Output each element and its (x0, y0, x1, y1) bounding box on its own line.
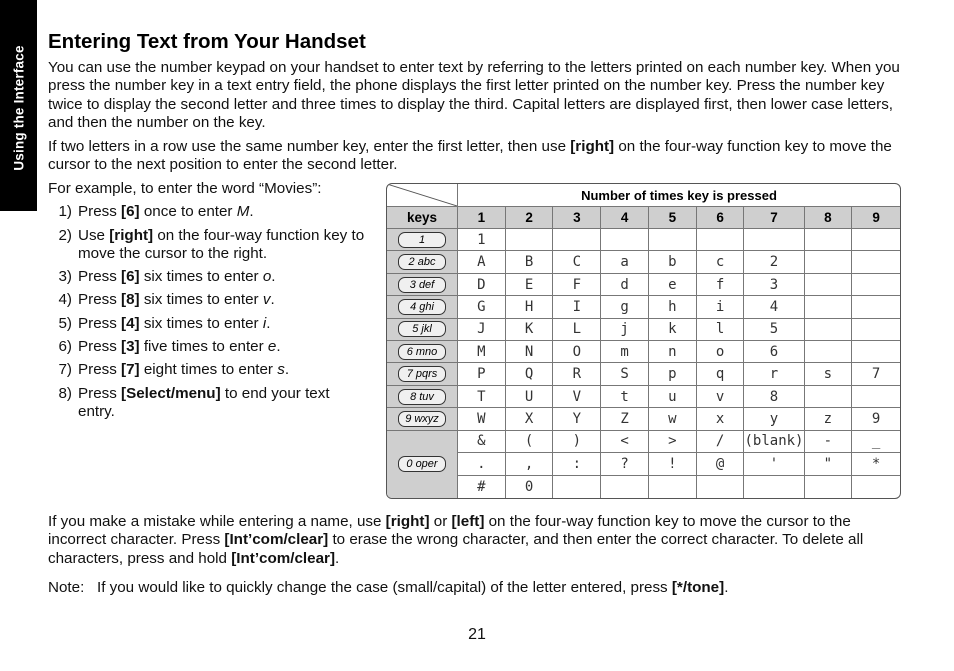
page-title: Entering Text from Your Handset (48, 30, 366, 53)
text-run: once to enter (139, 203, 237, 221)
step-number: 1) (58, 203, 72, 221)
note-label: Note: (48, 579, 85, 596)
text-run: If two letters in a row use the same number key, enter the first letter, then use (48, 138, 571, 155)
char-cell: _ (852, 431, 900, 453)
char-cell: K (506, 319, 554, 341)
char-cell: 7 (852, 363, 900, 385)
char-cell: H (506, 296, 554, 318)
example-lead: For example, to enter the word “Movies”: (48, 180, 322, 197)
char-cell: U (506, 386, 554, 408)
step-number: 4) (58, 291, 72, 309)
step-number: 7) (58, 361, 72, 379)
char-cell: a (601, 251, 649, 273)
key-name: [*/tone] (671, 579, 725, 596)
char-cell: G (458, 296, 506, 318)
keypad-key-icon: 0 oper (398, 456, 446, 472)
char-cell (852, 274, 900, 296)
key-name: [right] (385, 513, 430, 530)
char-cell: ' (744, 453, 804, 475)
char-cell: @ (697, 453, 745, 475)
char-cell: s (805, 363, 853, 385)
key-cell (387, 251, 458, 273)
char-cell: ? (601, 453, 649, 475)
text-run: eight times to enter (139, 361, 278, 379)
char-cell: v (697, 386, 745, 408)
text-run: Press (78, 268, 122, 286)
keypad-key-icon: 7 pqrs (398, 366, 446, 382)
keypad-character-table (386, 183, 901, 499)
keypad-key-icon: 2 abc (398, 254, 446, 270)
key-cell (387, 431, 458, 498)
char-cell: 4 (744, 296, 804, 318)
example-steps (48, 203, 368, 421)
char-cell: X (506, 408, 554, 430)
char-cell (852, 319, 900, 341)
step-text (78, 361, 368, 379)
char-cell: h (649, 296, 697, 318)
step-item (48, 385, 368, 422)
char-cell (805, 319, 853, 341)
key-name: [Int’com/clear] (231, 549, 336, 567)
char-cell: l (697, 319, 745, 341)
char-cell (553, 229, 601, 251)
step-item (48, 203, 368, 221)
char-cell: Q (506, 363, 554, 385)
step-text (78, 227, 368, 264)
char-cell: f (697, 274, 745, 296)
char-cell: 8 (744, 386, 804, 408)
char-cell: P (458, 363, 506, 385)
text-run: on the four-way function key to move the cursor to the right. (78, 226, 365, 262)
table-grid (387, 184, 900, 498)
example-section (48, 180, 368, 426)
step-item (48, 227, 368, 264)
char-cell: B (506, 251, 554, 273)
cursor-paragraph (48, 138, 910, 175)
keypad-key-icon: 6 mno (398, 344, 446, 360)
char-cell: e (649, 274, 697, 296)
char-cell: / (697, 431, 745, 453)
target-letter: i (262, 314, 267, 332)
char-cell: I (553, 296, 601, 318)
step-number: 5) (58, 314, 72, 332)
char-cell: < (601, 431, 649, 453)
char-cell: ( (506, 431, 554, 453)
step-item (48, 315, 368, 333)
char-cell: (blank) (744, 431, 804, 453)
text-run: on the four-way function key to move the cursor to the incorrect character. Press (48, 513, 851, 549)
char-cell: A (458, 251, 506, 273)
char-cell: i (697, 296, 745, 318)
press-count-header: 6 (697, 207, 745, 229)
char-cell: L (553, 319, 601, 341)
step-text (78, 315, 368, 333)
key-cell (387, 408, 458, 430)
char-cell: W (458, 408, 506, 430)
key-name: [Int’com/clear] (224, 531, 329, 549)
char-cell: m (601, 341, 649, 363)
char-cell (649, 476, 697, 498)
char-cell: 2 (744, 251, 804, 273)
press-count-header: 9 (852, 207, 900, 229)
step-item (48, 361, 368, 379)
text-run: . (271, 268, 276, 286)
keys-header: keys (387, 207, 458, 229)
key-cell (387, 386, 458, 408)
step-number: 6) (58, 338, 72, 356)
key-cell (387, 341, 458, 363)
char-cell: y (744, 408, 804, 430)
char-cell: : (553, 453, 601, 475)
char-cell (805, 386, 853, 408)
text-run: Press (78, 291, 122, 309)
char-cell: " (805, 453, 853, 475)
char-cell: 5 (744, 319, 804, 341)
key-name: [4] (121, 314, 140, 332)
table-title: Number of times key is pressed (458, 184, 900, 207)
step-text (78, 385, 368, 422)
target-letter: v (262, 291, 271, 309)
text-run: five times to enter (139, 338, 268, 356)
char-cell (649, 229, 697, 251)
text-run: Press (78, 203, 122, 221)
char-cell: E (506, 274, 554, 296)
text-run: to end your text entry. (78, 384, 330, 420)
char-cell: N (506, 341, 554, 363)
text-run: Press (78, 314, 122, 332)
target-letter: M (236, 203, 250, 221)
char-cell (601, 476, 649, 498)
char-cell: ) (553, 431, 601, 453)
char-cell (852, 341, 900, 363)
char-cell (852, 476, 900, 498)
target-letter: e (267, 338, 277, 356)
text-run: six times to enter (139, 268, 263, 286)
char-cell: D (458, 274, 506, 296)
mistake-paragraph (48, 513, 910, 568)
press-count-header: 3 (553, 207, 601, 229)
char-cell: J (458, 319, 506, 341)
char-cell: r (744, 363, 804, 385)
press-count-header: 8 (805, 207, 853, 229)
text-run: six times to enter (139, 291, 263, 309)
note-paragraph (48, 579, 910, 597)
char-cell (852, 229, 900, 251)
char-cell (506, 229, 554, 251)
text-run: . (335, 549, 340, 567)
char-cell: R (553, 363, 601, 385)
press-count-header: 7 (744, 207, 804, 229)
char-cell: c (697, 251, 745, 273)
char-cell (805, 274, 853, 296)
key-name: [Select/menu] (121, 384, 221, 402)
char-cell (805, 476, 853, 498)
char-cell: O (553, 341, 601, 363)
step-number: 2) (58, 226, 72, 244)
char-cell (852, 386, 900, 408)
char-cell: z (805, 408, 853, 430)
text-run: or (429, 513, 452, 530)
key-name: [8] (121, 291, 140, 309)
text-run: Press (78, 338, 122, 356)
char-cell: o (697, 341, 745, 363)
char-cell (601, 229, 649, 251)
section-tab (0, 0, 37, 211)
text-run: six times to enter (139, 314, 263, 332)
intro-paragraph: You can use the number keypad on your handset to enter text by referring to the letters printed on each number key. When you press the number key in a text entry field, the phone displays the first letter printed on the number key. Press the number key twice to display the second letter and three times to display the third. Capital letters are displayed first, then lower case letters, and then the number on the key. (48, 59, 900, 131)
char-cell: n (649, 341, 697, 363)
key-name: [7] (121, 361, 140, 379)
char-cell: . (458, 453, 506, 475)
char-cell: C (553, 251, 601, 273)
key-name: [6] (121, 203, 140, 221)
text-run: . (270, 291, 275, 309)
key-cell (387, 296, 458, 318)
char-cell: > (649, 431, 697, 453)
char-cell: x (697, 408, 745, 430)
char-cell (553, 476, 601, 498)
step-text (78, 291, 368, 309)
char-cell (697, 476, 745, 498)
key-name: [3] (121, 338, 140, 356)
char-cell (697, 229, 745, 251)
char-cell: ! (649, 453, 697, 475)
char-cell: V (553, 386, 601, 408)
diagonal-line (387, 184, 457, 206)
char-cell: # (458, 476, 506, 498)
text-run: Press (78, 384, 122, 402)
keypad-key-icon: 4 ghi (398, 299, 446, 315)
char-cell: 0 (506, 476, 554, 498)
char-cell: Y (553, 408, 601, 430)
keypad-key-icon: 9 wxyz (398, 411, 446, 427)
step-item (48, 268, 368, 286)
char-cell: u (649, 386, 697, 408)
char-cell (805, 341, 853, 363)
char-cell: k (649, 319, 697, 341)
text-run: Use (78, 226, 110, 244)
text-run: If you make a mistake while entering a name, use (48, 513, 386, 530)
text-run: If you would like to quickly change the case (small/capital) of the letter entered, press (96, 579, 672, 596)
keypad-key-icon: 8 tuv (398, 389, 446, 405)
step-item (48, 338, 368, 356)
char-cell: & (458, 431, 506, 453)
char-cell: t (601, 386, 649, 408)
char-cell (852, 296, 900, 318)
key-cell (387, 229, 458, 251)
table-corner (387, 184, 458, 207)
char-cell: g (601, 296, 649, 318)
char-cell: M (458, 341, 506, 363)
char-cell: d (601, 274, 649, 296)
char-cell (805, 296, 853, 318)
char-cell: * (852, 453, 900, 475)
target-letter: s (277, 361, 285, 379)
step-text (78, 203, 368, 221)
char-cell: b (649, 251, 697, 273)
char-cell: F (553, 274, 601, 296)
char-cell: T (458, 386, 506, 408)
char-cell: p (649, 363, 697, 385)
char-cell: 9 (852, 408, 900, 430)
text-run: Press (78, 361, 122, 379)
press-count-header: 4 (601, 207, 649, 229)
text-run: . (276, 338, 281, 356)
key-name: [right] (109, 226, 154, 244)
press-count-header: 1 (458, 207, 506, 229)
keypad-key-icon: 1 (398, 232, 446, 248)
char-cell (805, 229, 853, 251)
text-run: . (266, 314, 271, 332)
char-cell: w (649, 408, 697, 430)
section-tab-label: Using the Interface (11, 45, 26, 171)
press-count-header: 2 (506, 207, 554, 229)
page-number: 21 (468, 626, 486, 643)
step-item (48, 291, 368, 309)
char-cell (744, 229, 804, 251)
text-run: . (249, 203, 254, 221)
text-run: . (284, 361, 290, 379)
key-name: [right] (570, 138, 615, 155)
key-cell (387, 363, 458, 385)
key-cell (387, 274, 458, 296)
char-cell (852, 251, 900, 273)
key-name: [left] (451, 513, 485, 530)
keypad-key-icon: 5 jkl (398, 321, 446, 337)
char-cell: 6 (744, 341, 804, 363)
char-cell: 3 (744, 274, 804, 296)
text-run: on the four-way function key to move the cursor to the next position to enter the second letter. (48, 138, 892, 174)
key-cell (387, 319, 458, 341)
step-number: 3) (58, 268, 72, 286)
char-cell: j (601, 319, 649, 341)
char-cell: 1 (458, 229, 506, 251)
press-count-header: 5 (649, 207, 697, 229)
step-text (78, 338, 368, 356)
step-text (78, 268, 368, 286)
key-name: [6] (121, 268, 140, 286)
keypad-key-icon: 3 def (398, 277, 446, 293)
target-letter: o (262, 268, 272, 286)
char-cell: Z (601, 408, 649, 430)
char-cell: S (601, 363, 649, 385)
step-number: 8) (58, 384, 72, 402)
text-run: . (724, 579, 729, 596)
text-run: to erase the wrong character, and then enter the correct character. To delete all characters, press and hold (48, 531, 864, 567)
char-cell: - (805, 431, 853, 453)
char-cell: , (506, 453, 554, 475)
char-cell (805, 251, 853, 273)
char-cell: q (697, 363, 745, 385)
char-cell (744, 476, 804, 498)
